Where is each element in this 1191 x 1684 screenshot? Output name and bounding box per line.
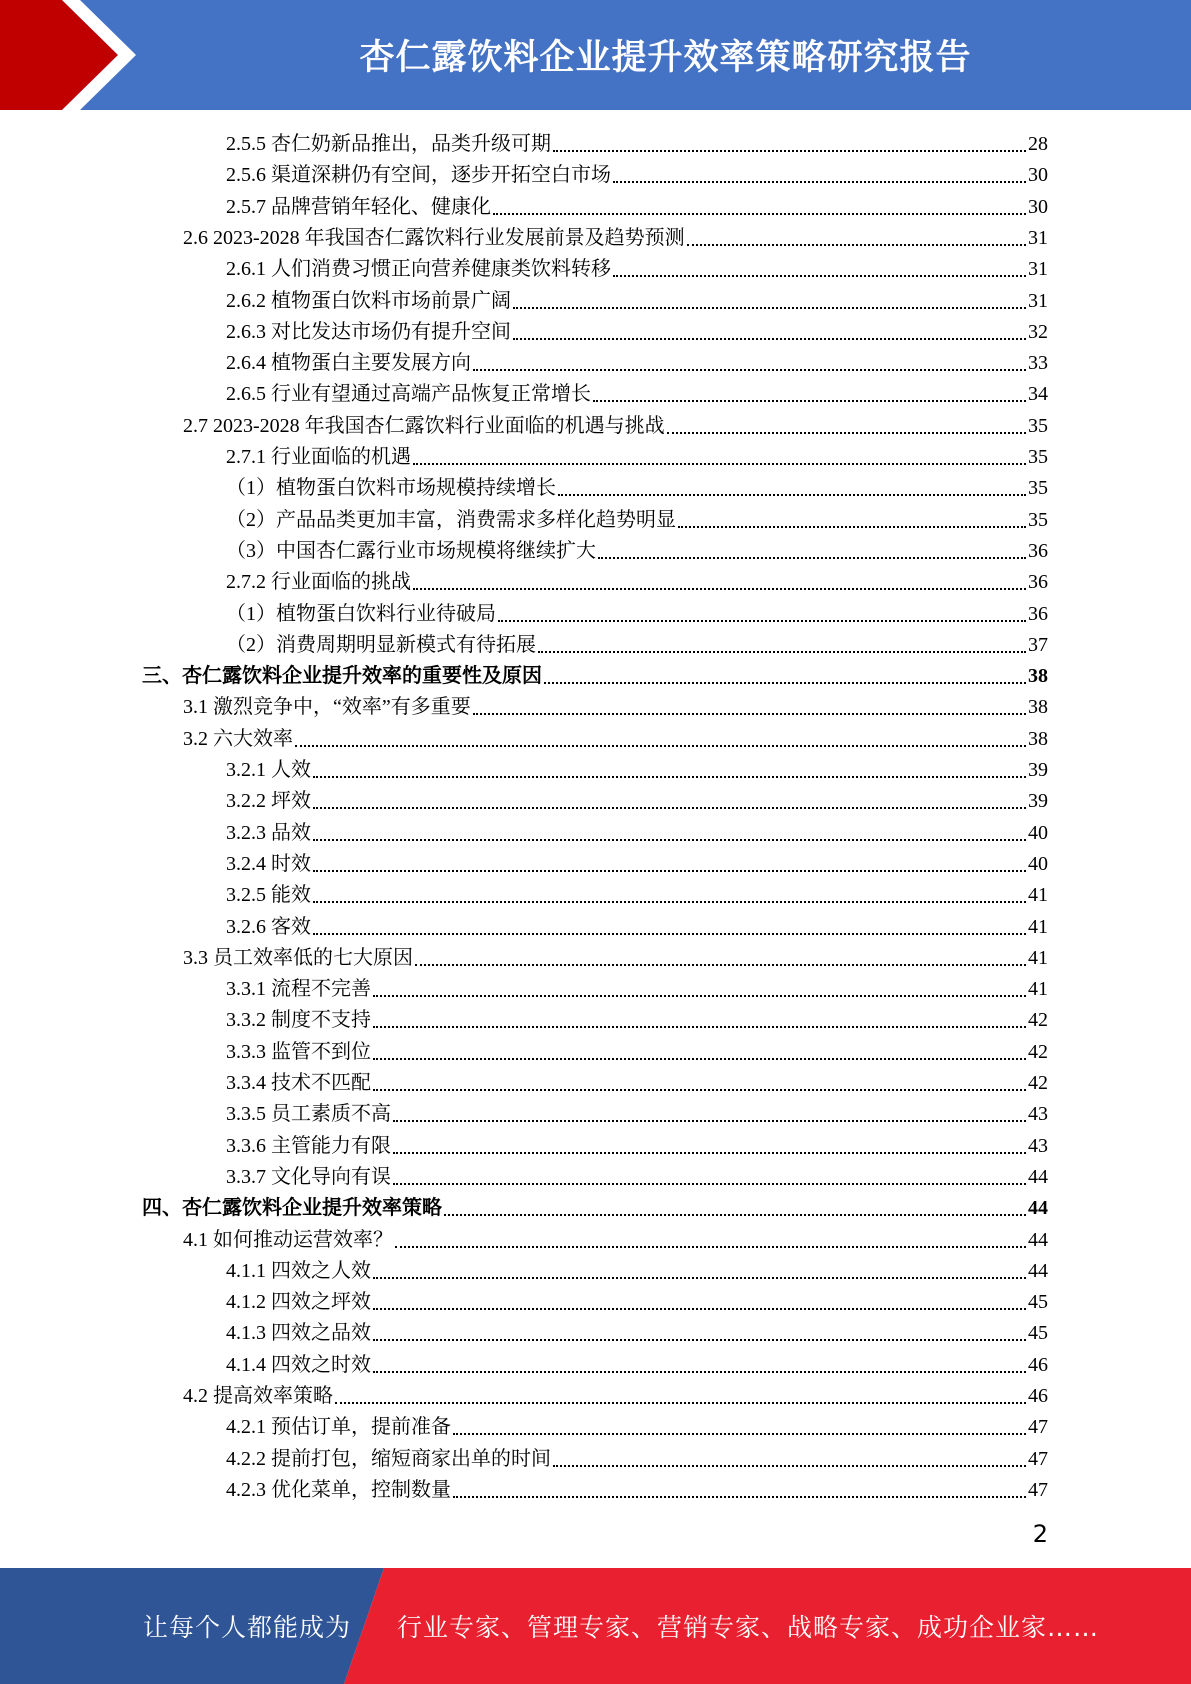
toc-entry-title: 4.1.4 四效之时效 <box>226 1353 371 1376</box>
toc-entry[interactable] <box>226 1129 1048 1160</box>
toc-entry-title: 2.6.4 植物蛋白主要发展方向 <box>226 352 471 375</box>
toc-entry-title: 3.3.3 监管不到位 <box>226 1040 371 1063</box>
toc-entry-title: 2.5.5 杏仁奶新品推出，品类升级可期 <box>226 133 551 155</box>
toc-entry[interactable] <box>226 503 1048 534</box>
toc-entry-title: 3.3.2 制度不支持 <box>226 1009 371 1032</box>
toc-entry-page: 46 <box>1028 1385 1048 1407</box>
toc-entry-title: 2.5.7 品牌营销年轻化、健康化 <box>226 195 491 218</box>
toc-entry[interactable] <box>226 471 1048 502</box>
toc-entry[interactable] <box>226 1160 1048 1191</box>
toc-entry-page: 28 <box>1028 133 1048 155</box>
toc-entry[interactable] <box>226 1473 1048 1504</box>
toc-dot-leader <box>453 1433 1026 1435</box>
toc-dot-leader <box>667 432 1026 434</box>
toc-entry-title: 2.6 2023-2028 年我国杏仁露饮料行业发展前景及趋势预测 <box>183 226 685 249</box>
toc-dot-leader <box>593 400 1026 402</box>
toc-dot-leader <box>313 839 1026 841</box>
toc-entry[interactable] <box>226 878 1048 909</box>
toc-entry[interactable] <box>142 659 1048 690</box>
toc-entry-title: 2.7.1 行业面临的机遇 <box>226 446 411 468</box>
toc-dot-leader <box>598 557 1026 559</box>
toc-entry-title: 3.2.1 人效 <box>226 759 311 781</box>
toc-entry-page: 31 <box>1028 226 1048 249</box>
toc-entry[interactable] <box>226 1066 1048 1097</box>
toc-entry[interactable] <box>142 1191 1048 1222</box>
toc-entry[interactable] <box>226 158 1048 189</box>
toc-dot-leader <box>313 776 1026 778</box>
toc-entry[interactable] <box>183 221 1048 252</box>
toc-entry-page: 31 <box>1028 289 1048 312</box>
chevron-arrow-icon <box>0 0 160 110</box>
footer-slogan-right: 行业专家、管理专家、营销专家、战略专家、成功企业家…… <box>397 1613 1100 1642</box>
toc-entry-page: 37 <box>1028 633 1048 656</box>
toc-entry-title: 3.3.1 流程不完善 <box>226 978 371 1001</box>
toc-entry-title: 4.1.3 四效之品效 <box>226 1322 371 1345</box>
toc-dot-leader <box>498 620 1026 622</box>
toc-entry-title: 3.2.5 能效 <box>226 884 311 907</box>
toc-entry[interactable] <box>226 847 1048 878</box>
toc-entry-title: 2.6.5 行业有望通过高端产品恢复正常增长 <box>226 383 591 406</box>
toc-entry-title: 3.2.4 时效 <box>226 852 311 875</box>
toc-entry[interactable] <box>226 753 1048 784</box>
toc-entry-title: 2.6.2 植物蛋白饮料市场前景广阔 <box>226 289 511 312</box>
toc-entry[interactable] <box>226 534 1048 565</box>
toc-entry-title: （2）消费周期明显新模式有待拓展 <box>226 633 536 656</box>
toc-entry-title: 3.2 六大效率 <box>183 727 293 750</box>
toc-dot-leader <box>373 1026 1026 1028</box>
toc-entry-page: 35 <box>1028 508 1048 531</box>
toc-entry-page: 30 <box>1028 195 1048 218</box>
toc-entry-title: 4.2.1 预估订单，提前准备 <box>226 1416 451 1439</box>
toc-entry-page: 32 <box>1028 320 1048 343</box>
toc-entry[interactable] <box>183 690 1048 721</box>
footer-banner <box>0 1568 1191 1684</box>
toc-entry[interactable] <box>226 440 1048 471</box>
toc-entry-title: 3.2.3 品效 <box>226 821 311 844</box>
toc-entry-page: 44 <box>1028 1197 1048 1220</box>
toc-dot-leader <box>558 494 1026 496</box>
toc-entry[interactable] <box>183 1223 1048 1254</box>
toc-entry[interactable] <box>226 1348 1048 1379</box>
toc-dot-leader <box>373 1089 1026 1091</box>
toc-dot-leader <box>313 870 1026 872</box>
toc-entry-title: 4.1.1 四效之人效 <box>226 1259 371 1282</box>
toc-entry[interactable] <box>226 816 1048 847</box>
toc-entry-title: 2.6.1 人们消费习惯正向营养健康类饮料转移 <box>226 258 611 281</box>
toc-entry-page: 34 <box>1028 383 1048 406</box>
toc-entry-page: 42 <box>1028 1072 1048 1094</box>
toc-entry[interactable] <box>226 1410 1048 1441</box>
toc-entry-page: 36 <box>1028 602 1048 625</box>
toc-entry-page: 40 <box>1028 821 1048 844</box>
toc-dot-leader <box>295 745 1026 747</box>
toc-entry-title: 三、杏仁露饮料企业提升效率的重要性及原因 <box>142 665 542 688</box>
page-number: 2 <box>1032 1520 1048 1548</box>
toc-entry[interactable] <box>226 127 1048 158</box>
toc-entry[interactable] <box>226 252 1048 283</box>
toc-dot-leader <box>313 901 1026 903</box>
toc-entry[interactable] <box>226 1097 1048 1128</box>
toc-entry-page: 45 <box>1028 1322 1048 1345</box>
toc-dot-leader <box>393 1152 1026 1154</box>
toc-dot-leader <box>453 1496 1026 1498</box>
toc-entry-title: 4.2.2 提前打包，缩短商家出单的时间 <box>226 1447 551 1470</box>
toc-entry[interactable] <box>226 972 1048 1003</box>
toc-entry-page: 41 <box>1028 884 1048 907</box>
toc-dot-leader <box>393 1120 1026 1122</box>
toc-dot-leader <box>373 1339 1026 1341</box>
toc-entry-page: 36 <box>1028 539 1048 562</box>
toc-entry[interactable] <box>226 628 1048 659</box>
toc-entry-title: 2.7 2023-2028 年我国杏仁露饮料行业面临的机遇与挑战 <box>183 414 665 437</box>
toc-entry-page: 38 <box>1028 727 1048 750</box>
toc-entry-page: 47 <box>1028 1447 1048 1470</box>
toc-entry-page: 44 <box>1028 1165 1048 1188</box>
toc-entry[interactable] <box>226 377 1048 408</box>
toc-entry-title: 4.2 提高效率策略 <box>183 1385 333 1407</box>
toc-dot-leader <box>553 1465 1026 1467</box>
toc-entry-page: 41 <box>1028 978 1048 1001</box>
toc-entry-page: 39 <box>1028 790 1048 813</box>
toc-entry-title: （2）产品品类更加丰富，消费需求多样化趋势明显 <box>226 508 676 531</box>
toc-entry-page: 47 <box>1028 1478 1048 1501</box>
toc-entry-title: 3.3.5 员工素质不高 <box>226 1103 391 1126</box>
toc-dot-leader <box>395 1246 1026 1248</box>
toc-entry-page: 38 <box>1028 665 1048 688</box>
toc-entry[interactable] <box>226 346 1048 377</box>
toc-dot-leader <box>313 933 1026 935</box>
toc-entry[interactable] <box>183 722 1048 753</box>
toc-entry-title: 4.2.3 优化菜单，控制数量 <box>226 1478 451 1501</box>
toc-dot-leader <box>373 1277 1026 1279</box>
header-banner <box>0 0 1191 110</box>
toc-entry-page: 39 <box>1028 759 1048 781</box>
toc-entry-page: 47 <box>1028 1416 1048 1439</box>
toc-entry-page: 42 <box>1028 1040 1048 1063</box>
toc-entry[interactable] <box>226 910 1048 941</box>
toc-entry[interactable] <box>226 597 1048 628</box>
toc-entry[interactable] <box>183 1379 1048 1410</box>
toc-dot-leader <box>373 995 1026 997</box>
toc-entry-title: 3.1 激烈竞争中，“效率”有多重要 <box>183 696 471 719</box>
toc-entry[interactable] <box>226 1254 1048 1285</box>
toc-entry[interactable] <box>226 1003 1048 1034</box>
toc-entry-title: 2.6.3 对比发达市场仍有提升空间 <box>226 320 511 343</box>
toc-dot-leader <box>415 964 1026 966</box>
toc-entry[interactable] <box>226 1442 1048 1473</box>
toc-dot-leader <box>687 244 1026 246</box>
toc-entry-page: 35 <box>1028 414 1048 437</box>
toc-entry[interactable] <box>226 284 1048 315</box>
toc-dot-leader <box>393 1183 1026 1185</box>
toc-entry-title: 3.2.2 坪效 <box>226 790 311 813</box>
toc-dot-leader <box>678 526 1026 528</box>
toc-entry[interactable] <box>183 409 1048 440</box>
toc-entry-page: 42 <box>1028 1009 1048 1032</box>
toc-entry-title: 2.5.6 渠道深耕仍有空间，逐步开拓空白市场 <box>226 164 611 187</box>
toc-entry-page: 44 <box>1028 1259 1048 1282</box>
toc-entry[interactable] <box>183 941 1048 972</box>
toc-entry-title: 四、杏仁露饮料企业提升效率策略 <box>142 1197 442 1220</box>
toc-entry-title: 3.3 员工效率低的七大原因 <box>183 946 413 969</box>
toc-entry[interactable] <box>226 190 1048 221</box>
toc-entry[interactable] <box>226 565 1048 596</box>
toc-entry[interactable] <box>226 1035 1048 1066</box>
toc-entry-title: 2.7.2 行业面临的挑战 <box>226 571 411 594</box>
toc-entry-title: 4.1 如何推动运营效率？ <box>183 1228 393 1251</box>
toc-dot-leader <box>444 1214 1026 1216</box>
toc-dot-leader <box>335 1402 1026 1404</box>
toc-entry[interactable] <box>226 784 1048 815</box>
toc-dot-leader <box>538 651 1026 653</box>
toc-dot-leader <box>613 275 1026 277</box>
toc-entry-title: （1）植物蛋白饮料行业待破局 <box>226 602 496 625</box>
toc-dot-leader <box>544 682 1026 684</box>
toc-entry-page: 41 <box>1028 946 1048 969</box>
toc-entry-page: 43 <box>1028 1134 1048 1157</box>
toc-dot-leader <box>513 338 1026 340</box>
toc-dot-leader <box>473 713 1026 715</box>
toc-entry-title: 3.3.7 文化导向有误 <box>226 1165 391 1188</box>
toc-entry-page: 44 <box>1028 1228 1048 1251</box>
toc-entry-page: 41 <box>1028 915 1048 938</box>
toc-entry-title: 3.3.6 主管能力有限 <box>226 1134 391 1157</box>
toc-dot-leader <box>373 1371 1026 1373</box>
toc-entry-page: 35 <box>1028 477 1048 500</box>
toc-dot-leader <box>373 1308 1026 1310</box>
toc-entry-page: 43 <box>1028 1103 1048 1126</box>
toc-dot-leader <box>613 181 1026 183</box>
toc-dot-leader <box>513 307 1026 309</box>
toc-entry-page: 38 <box>1028 696 1048 719</box>
toc-entry-title: （1）植物蛋白饮料市场规模持续增长 <box>226 477 556 500</box>
toc-dot-leader <box>553 150 1026 152</box>
toc-entry-page: 40 <box>1028 852 1048 875</box>
toc-dot-leader <box>413 463 1026 465</box>
toc-entry-page: 46 <box>1028 1353 1048 1376</box>
toc-entry-page: 33 <box>1028 352 1048 375</box>
toc-entry-title: 3.3.4 技术不匹配 <box>226 1072 371 1094</box>
toc-entry-page: 36 <box>1028 571 1048 594</box>
toc-entry[interactable] <box>226 1285 1048 1316</box>
toc-entry[interactable] <box>226 1316 1048 1347</box>
toc-entry-page: 31 <box>1028 258 1048 281</box>
toc-dot-leader <box>473 369 1026 371</box>
toc-entry-title: （3）中国杏仁露行业市场规模将继续扩大 <box>226 539 596 562</box>
toc-dot-leader <box>413 588 1026 590</box>
toc-entry-page: 35 <box>1028 446 1048 468</box>
toc-dot-leader <box>373 1058 1026 1060</box>
toc-entry-title: 3.2.6 客效 <box>226 915 311 938</box>
toc-entry-page: 30 <box>1028 164 1048 187</box>
report-title: 杏仁露饮料企业提升效率策略研究报告 <box>359 38 972 78</box>
toc-dot-leader <box>493 213 1026 215</box>
toc-entry-title: 4.1.2 四效之坪效 <box>226 1291 371 1314</box>
footer-slogan-left: 让每个人都能成为 <box>143 1613 352 1642</box>
toc-dot-leader <box>313 807 1026 809</box>
toc-entry-page: 45 <box>1028 1291 1048 1314</box>
toc-entry[interactable] <box>226 315 1048 346</box>
